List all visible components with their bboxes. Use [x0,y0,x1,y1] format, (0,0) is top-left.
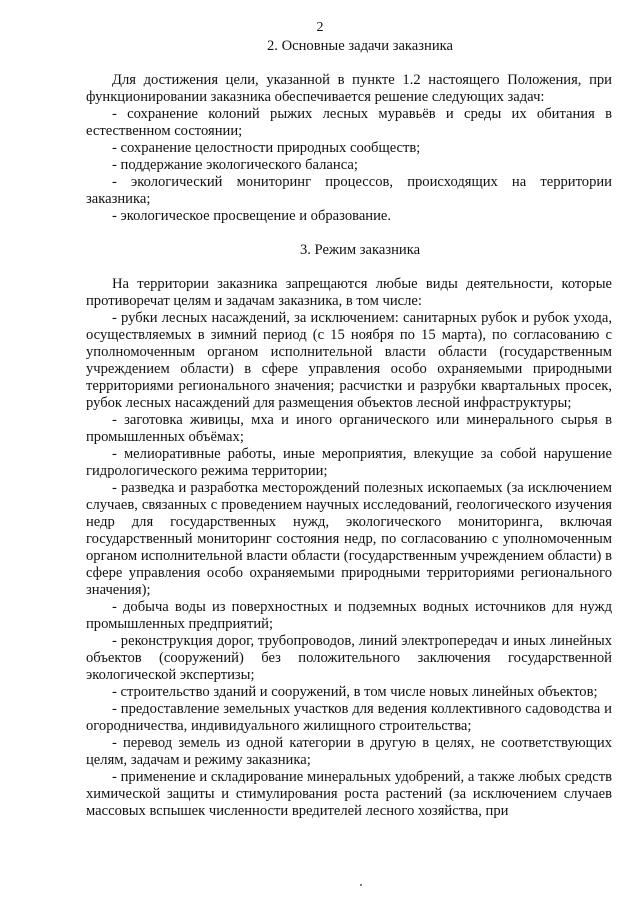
section-2-item: - экологическое просвещение и образование. [112,208,392,224]
section-2-title: 2. Основные задачи заказника [266,38,454,54]
section-3-item: - предоставление земельных участков для ведения коллективного садоводства и огородничества, индивидуального жилищного строительства; [86,701,612,734]
section-3-item: - применение и складирование минеральных удобрений, а также любых средств химической защиты и стимулирования роста растений (за исключением случаев массовых вспышек численности вредителей лесного хозяйства, при [86,769,612,819]
section-2-item: - сохранение целостности природных сообществ; [112,140,421,156]
section-3-item: - добыча воды из поверхностных и подземных водных источников для нужд промышленных предприятий; [86,599,612,632]
section-2-intro: Для достижения цели, указанной в пункте 1.2 настоящего Положения, при функционировании заказника обеспечивается решение следующих задач: [86,72,612,105]
section-2-item: - экологический мониторинг процессов, происходящих на территории заказника; [86,174,612,207]
scan-speck [360,884,362,886]
section-2-item: - сохранение колоний рыжих лесных муравьёв и среды их обитания в естественном состоянии; [86,106,612,139]
document-body [86,38,612,820]
page-number: 2 [316,20,324,35]
section-3-item: - строительство зданий и сооружений, в том числе новых линейных объектов; [112,684,598,700]
section-2-item: - поддержание экологического баланса; [112,157,358,173]
section-3-item: - перевод земель из одной категории в другую в целях, не соответствующих целям, задачам и режиму заказника; [86,735,612,768]
section-3-item: - мелиоративные работы, иные мероприятия, влекущие за собой нарушение гидрологического режима территории; [86,446,612,479]
section-3-item: - разведка и разработка месторождений полезных ископаемых (за исключением случаев, связанных с проведением научных исследований, геологического изучения недр для государственных нужд, экологического мониторинга, включая государственный мониторинг состояния недр, по согласованию с уполномоченным органом исполнительной власти области (государственным учреждением области) в сфере управления особо охраняемыми природными территориями регионального значения); [86,480,612,598]
section-3-item: - реконструкция дорог, трубопроводов, линий электропередач и иных линейных объектов (сооружений) без положительного заключения государственной экологической экспертизы; [86,633,612,683]
section-3-item: - рубки лесных насаждений, за исключением: санитарных рубок и рубок ухода, осуществляемых в зимний период (с 15 ноября по 15 марта), по согласованию с уполномоченным органом исполнительной власти области (государственным учреждением области) в сфере управления особо охраняемыми природными территориями регионального значения; расчистки и разрубки квартальных просек, рубок лесных насаждений для размещения объектов лесной инфраструктуры; [86,310,612,411]
section-3-item: - заготовка живицы, мха и иного органического или минерального сырья в промышленных объёмах; [86,412,612,445]
section-3-intro: На территории заказника запрещаются любые виды деятельности, которые противоречат целям и задачам заказника, в том числе: [86,276,612,309]
section-3-title: 3. Режим заказника [299,242,421,258]
